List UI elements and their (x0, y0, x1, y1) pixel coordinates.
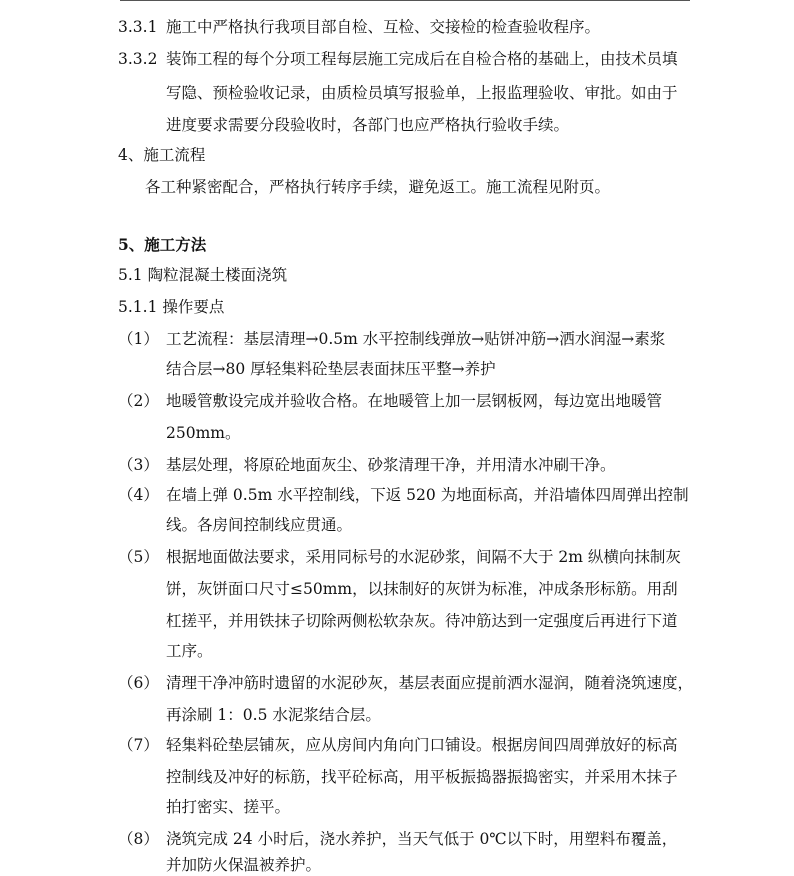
section-3-3-2-line: 进度要求需要分段验收时，各部门也应严格执行验收手续。 (166, 116, 570, 134)
section-3-3-2-number: 3.3.2 (118, 50, 158, 68)
item-number: （4） (118, 486, 159, 504)
item-line: 250mm。 (166, 424, 241, 442)
section-4-heading: 4、施工流程 (118, 146, 206, 164)
section-3-3-1-number: 3.3.1 (118, 18, 158, 36)
item-number: （8） (118, 830, 159, 848)
item-line: 地暖管敷设完成并验收合格。在地暖管上加一层钢板网，每边宽出地暖管 (166, 392, 663, 410)
item-line: 浇筑完成 24 小时后，浇水养护，当天气低于 0℃以下时，用塑料布覆盖， (166, 830, 678, 848)
section-3-3-1-text: 施工中严格执行我项目部自检、互检、交接检的检查验收程序。 (166, 18, 601, 36)
item-line: 饼，灰饼面口尺寸≤50mm，以抹制好的灰饼为标准，冲成条形标筋。用刮 (166, 580, 678, 598)
item-line: 工序。 (166, 642, 213, 660)
item-line: 控制线及冲好的标筋，找平砼标高，用平板振捣器振捣密实，并采用木抹子 (166, 768, 678, 786)
item-line: 结合层→80 厚轻集料砼垫层表面抹压平整→养护 (166, 360, 496, 378)
item-line: 杠搓平，并用铁抹子切除两侧松软杂灰。待冲筋达到一定强度后再进行下道 (166, 612, 678, 630)
item-line: 拍打密实、搓平。 (166, 798, 291, 816)
item-line: 清理干净冲筋时遗留的水泥砂灰，基层表面应提前洒水湿润，随着浇筑速度， (166, 674, 694, 692)
item-line: 工艺流程：基层清理→0.5m 水平控制线弹放→贴饼冲筋→洒水润湿→素浆 (166, 330, 666, 348)
section-3-3-2-line: 写隐、预检验收记录，由质检员填写报验单，上报监理验收、审批。如由于 (166, 84, 678, 102)
item-line: 根据地面做法要求，采用同标号的水泥砂浆，间隔不大于 2m 纵横向抹制灰 (166, 548, 681, 566)
item-line: 轻集料砼垫层铺灰，应从房间内角向门口铺设。根据房间四周弹放好的标高 (166, 736, 678, 754)
item-number: （6） (118, 674, 159, 692)
item-line: 基层处理，将原砼地面灰尘、砂浆清理干净，并用清水冲刷干净。 (166, 456, 616, 474)
section-5-1-1-heading: 5.1.1 操作要点 (118, 298, 225, 316)
section-4-text: 各工种紧密配合，严格执行转序手续，避免返工。施工流程见附页。 (145, 178, 611, 196)
item-line: 再涂刷 1：0.5 水泥浆结合层。 (166, 706, 381, 724)
section-3-3-2-line: 装饰工程的每个分项工程每层施工完成后在自检合格的基础上，由技术员填 (166, 50, 678, 68)
header-rule (120, 0, 690, 1)
section-5-heading: 5、施工方法 (118, 235, 207, 254)
item-line: 在墙上弹 0.5m 水平控制线，下返 520 为地面标高，并沿墙体四周弹出控制 (166, 486, 689, 504)
item-line: 线。各房间控制线应贯通。 (166, 516, 353, 534)
item-number: （7） (118, 736, 159, 754)
item-line: 并加防火保温被养护。 (166, 856, 322, 874)
section-5-1-heading: 5.1 陶粒混凝土楼面浇筑 (118, 266, 288, 284)
item-number: （1） (118, 330, 159, 348)
item-number: （3） (118, 456, 159, 474)
item-number: （5） (118, 548, 159, 566)
item-number: （2） (118, 392, 159, 410)
